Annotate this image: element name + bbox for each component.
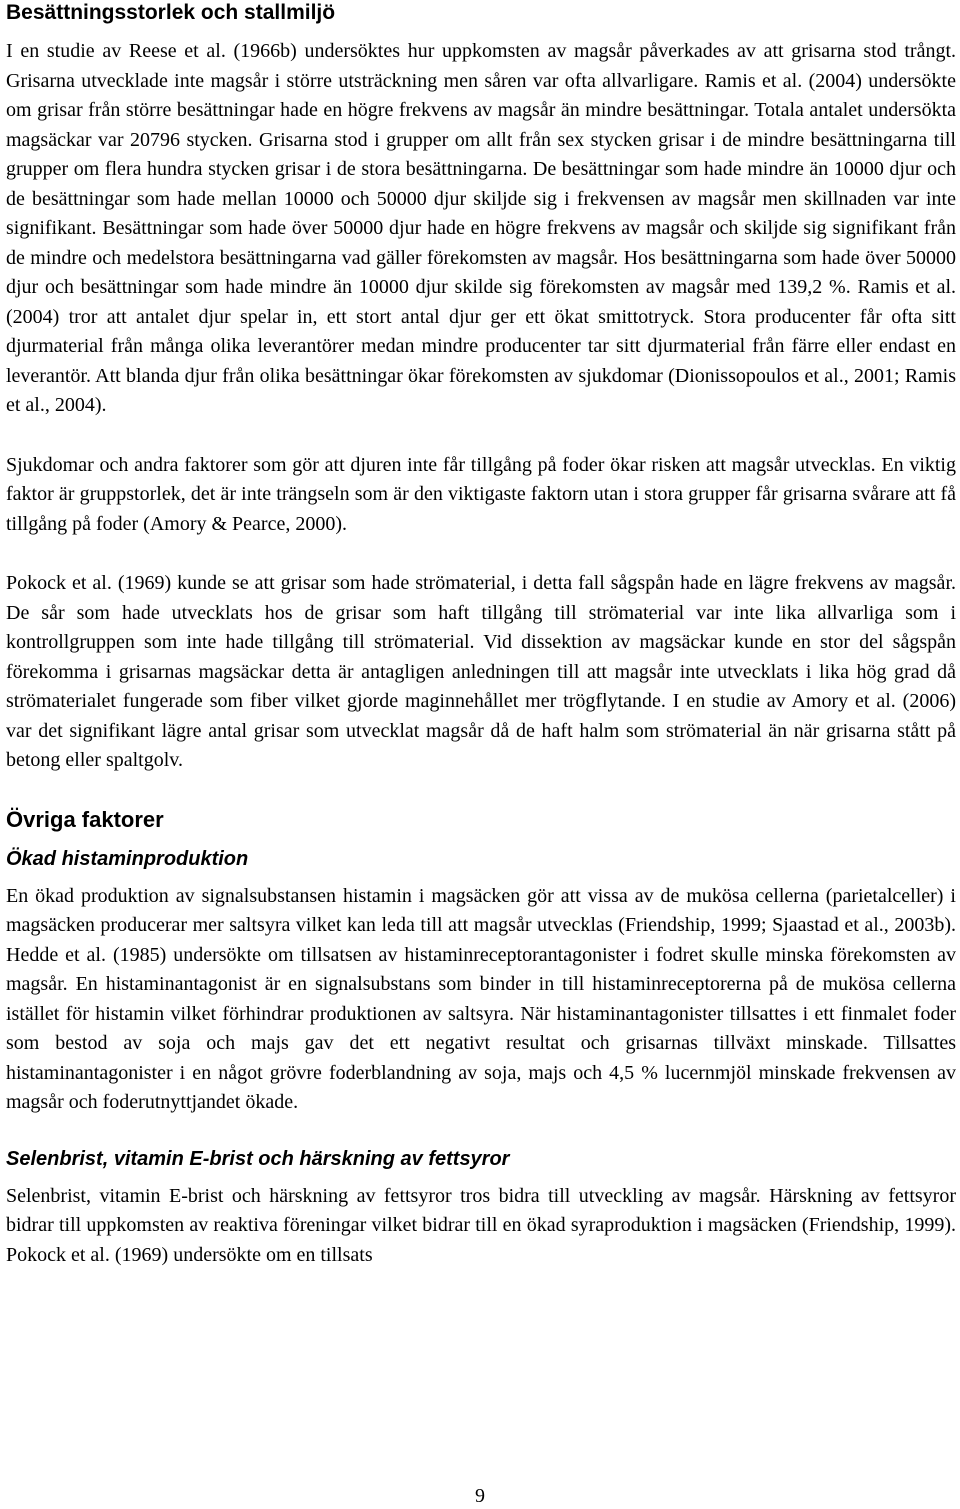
section-heading-herd-size: Besättningsstorlek och stallmiljö [6, 1, 336, 24]
subheading-selenium: Selenbrist, vitamin E-brist och härskning av fettsyror [6, 1147, 510, 1170]
paragraph-histamine: En ökad produktion av signalsubstansen histamin i magsäcken gör att vissa av de mukösa cellerna (parietalceller) i magsäcken producerar mer saltsyra vilket kan leda till att magsår utvecklas (Friendship, 1999; Sjaastad et al., 2003b). Hedde et al. (1985) undersökte om tillsatsen av histaminreceptorantagonister i fodret skulle minska förekomsten av magsår. En histaminantagonist är en signalsubstans som binder in till histaminreceptorerna på de mukösa cellerna istället för histamin vilket förhindrar produktionen av saltsyra. När histaminantagonister tillsattes i ett finmalet foder som bestod av soja och majs gav det ett negativt resultat och grisarnas tillväxt minskade. Tillsattes histaminantagonister i en något grövre foderblandning av soja, majs och 4,5 % lucernmjöl minskade frekvensen av magsår och foderutnyttjandet ökade. [6, 884, 956, 1113]
document-page [6, 0, 956, 1270]
subheading-histamine: Ökad histaminproduktion [6, 847, 249, 870]
page-number: 9 [475, 1485, 485, 1507]
paragraph-herd-size-studies: I en studie av Reese et al. (1966b) undersöktes hur uppkomsten av magsår påverkades av att grisarna stod trångt. Grisarna utvecklade inte magsår i större utsträckning men såren var ofta allvarligare. Ramis et al. (2004) undersökte om grisar från större besättningar hade en högre frekvens av magsår än mindre besättningar. Totala antalet undersökta magsäckar var 20796 stycken. Grisarna stod i grupper om allt från sex stycken grisar i de mindre besättningarna till grupper om flera hundra stycken grisar i de stora besättningarna. De besättningar som hade mindre än 10000 djur och de besättningar som hade mellan 10000 och 50000 djur skiljde sig i frekvensen av magsår men skillnaden var inte signifikant. Besättningar som hade över 50000 djur hade en högre frekvens av magsår och skiljde sig signifikant från de mindre och medelstora besättningarna vad gäller förekomsten av magsår. Hos besättningarna som hade över 50000 djur och besättningar som hade mindre än 10000 djur skilde sig förekomsten av magsår med 139,2 %. Ramis et al. (2004) tror att antalet djur spelar in, ett stort antal djur ger ett ökat smittotryck. Stora producenter får ofta sitt djurmaterial från många olika leverantörer medan mindre producenter tar sitt djurmaterial från färre eller endast en leverantör. Att blanda djur från olika besättningar ökar förekomsten av sjukdomar (Dionissopoulos et al., 2001; Ramis et al., 2004). [6, 40, 956, 416]
paragraph-bedding-material: Pokock et al. (1969) kunde se att grisar som hade strömaterial, i detta fall sågspån hade en lägre frekvens av magsår. De sår som hade utvecklats hos de grisar som haft tillgång till strömaterial var inte lika allvarliga som i kontrollgruppen som inte hade tillgång till strömaterial. Vid dissektion av magsäckar kunde en stor del sågspån förekomma i grisarnas magsäckar detta är antagligen anledningen till att magsår inte utvecklats i lika hög grad då strömaterialet fungerade som fiber vilket gjorde maginnehållet mer trögflytande. I en studie av Amory et al. (2006) var det signifikant lägre antal grisar som utvecklat magsår då de haft halm som strömaterial än när grisarna stått på betong eller spaltgolv. [6, 572, 956, 771]
paragraph-feed-access: Sjukdomar och andra faktorer som gör att djuren inte får tillgång på foder ökar risken att magsår utvecklas. En viktig faktor är gruppstorlek, det är inte trängseln som är den viktigaste faktorn utan i stora grupper får grisarna svårare att få tillgång på foder (Amory & Pearce, 2000). [6, 453, 956, 535]
paragraph-selenium: Selenbrist, vitamin E-brist och härskning av fettsyror tros bidra till utveckling av magsår. Härskning av fettsyror bidrar till uppkomsten av reaktiva föreningar vilket bidrar till en ökad syraproduktion i magsäcken (Friendship, 1999). Pokock et al. (1969) undersökte om en tillsats [6, 1184, 956, 1266]
section-heading-other-factors: Övriga faktorer [6, 806, 164, 832]
